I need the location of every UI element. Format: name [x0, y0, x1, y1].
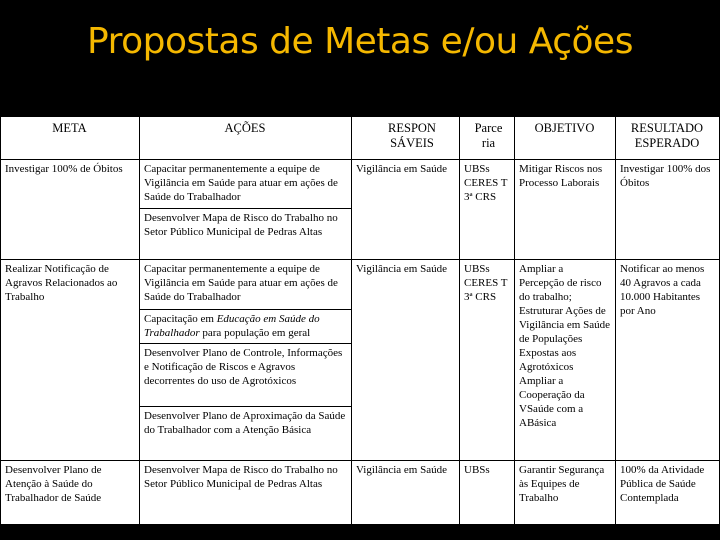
header-meta: META — [52, 121, 87, 135]
row2-acao-2: Capacitação em Educação em Saúde do Trabalhador para população em geral — [144, 313, 320, 339]
row3-parceria: UBSs — [464, 464, 490, 476]
row2-parceria: UBSs CERES T 3ª CRS — [464, 263, 508, 303]
row2-objetivo: Ampliar a Percepção de risco do trabalho; Estruturar Ações de Vigilância em Saúde de Populações Expostas aos Agrotóxicos Ampliar a Cooperação da VSaúde com a ABásica — [519, 263, 610, 429]
row3-resultado: 100% da Atividade Pública de Saúde Contemplada — [620, 464, 705, 504]
row2-resultado: Notificar ao menos 40 Agravos a cada 10.000 Habitantes por Ano — [620, 263, 705, 317]
row1-meta: Investigar 100% de Óbitos — [5, 163, 123, 175]
row1-parceria: UBSs CERES T 3ª CRS — [464, 163, 508, 203]
row2-responsaveis: Vigilância em Saúde — [356, 263, 447, 275]
row1-acao-2: Desenvolver Mapa de Risco do Trabalho no Setor Público Municipal de Pedras Altas — [144, 212, 338, 238]
header-parceria: Parce ria — [474, 121, 503, 150]
header-resultado: RESULTADO ESPERADO — [630, 121, 704, 150]
row3-responsaveis: Vigilância em Saúde — [356, 464, 447, 476]
row1-objetivo: Mitigar Riscos nos Processo Laborais — [519, 163, 603, 189]
row2-acao-1: Capacitar permanentemente a equipe de Vigilância em Saúde para atuar em ações de Saúde do Trabalhador — [144, 263, 338, 303]
row3-acao-1: Desenvolver Mapa de Risco do Trabalho no Setor Público Municipal de Pedras Altas — [144, 464, 338, 490]
row1-acao-1: Capacitar permanentemente a equipe de Vigilância em Saúde para atuar em ações de Saúde do Trabalhador — [144, 163, 338, 203]
header-objetivo: OBJETIVO — [534, 121, 595, 135]
slide-title: Propostas de Metas e/ou Ações — [87, 21, 633, 62]
proposals-table — [0, 116, 720, 524]
row1-responsaveis: Vigilância em Saúde — [356, 163, 447, 175]
row2-acao-3: Desenvolver Plano de Controle, Informações e Notificação de Riscos e Agravos decorrentes do uso de Agrotóxicos — [144, 347, 343, 387]
row3-meta: Desenvolver Plano de Atenção à Saúde do Trabalhador de Saúde — [5, 464, 102, 504]
row1-resultado: Investigar 100% dos Óbitos — [620, 163, 711, 189]
row3-objetivo: Garantir Segurança às Equipes de Trabalho — [519, 464, 605, 504]
header-responsaveis: RESPON SÁVEIS — [388, 121, 436, 150]
row2-meta: Realizar Notificação de Agravos Relacionados ao Trabalho — [5, 263, 118, 303]
row2-acao-4: Desenvolver Plano de Aproximação da Saúde do Trabalhador com a Atenção Básica — [144, 410, 346, 436]
header-acoes: AÇÕES — [224, 121, 266, 135]
